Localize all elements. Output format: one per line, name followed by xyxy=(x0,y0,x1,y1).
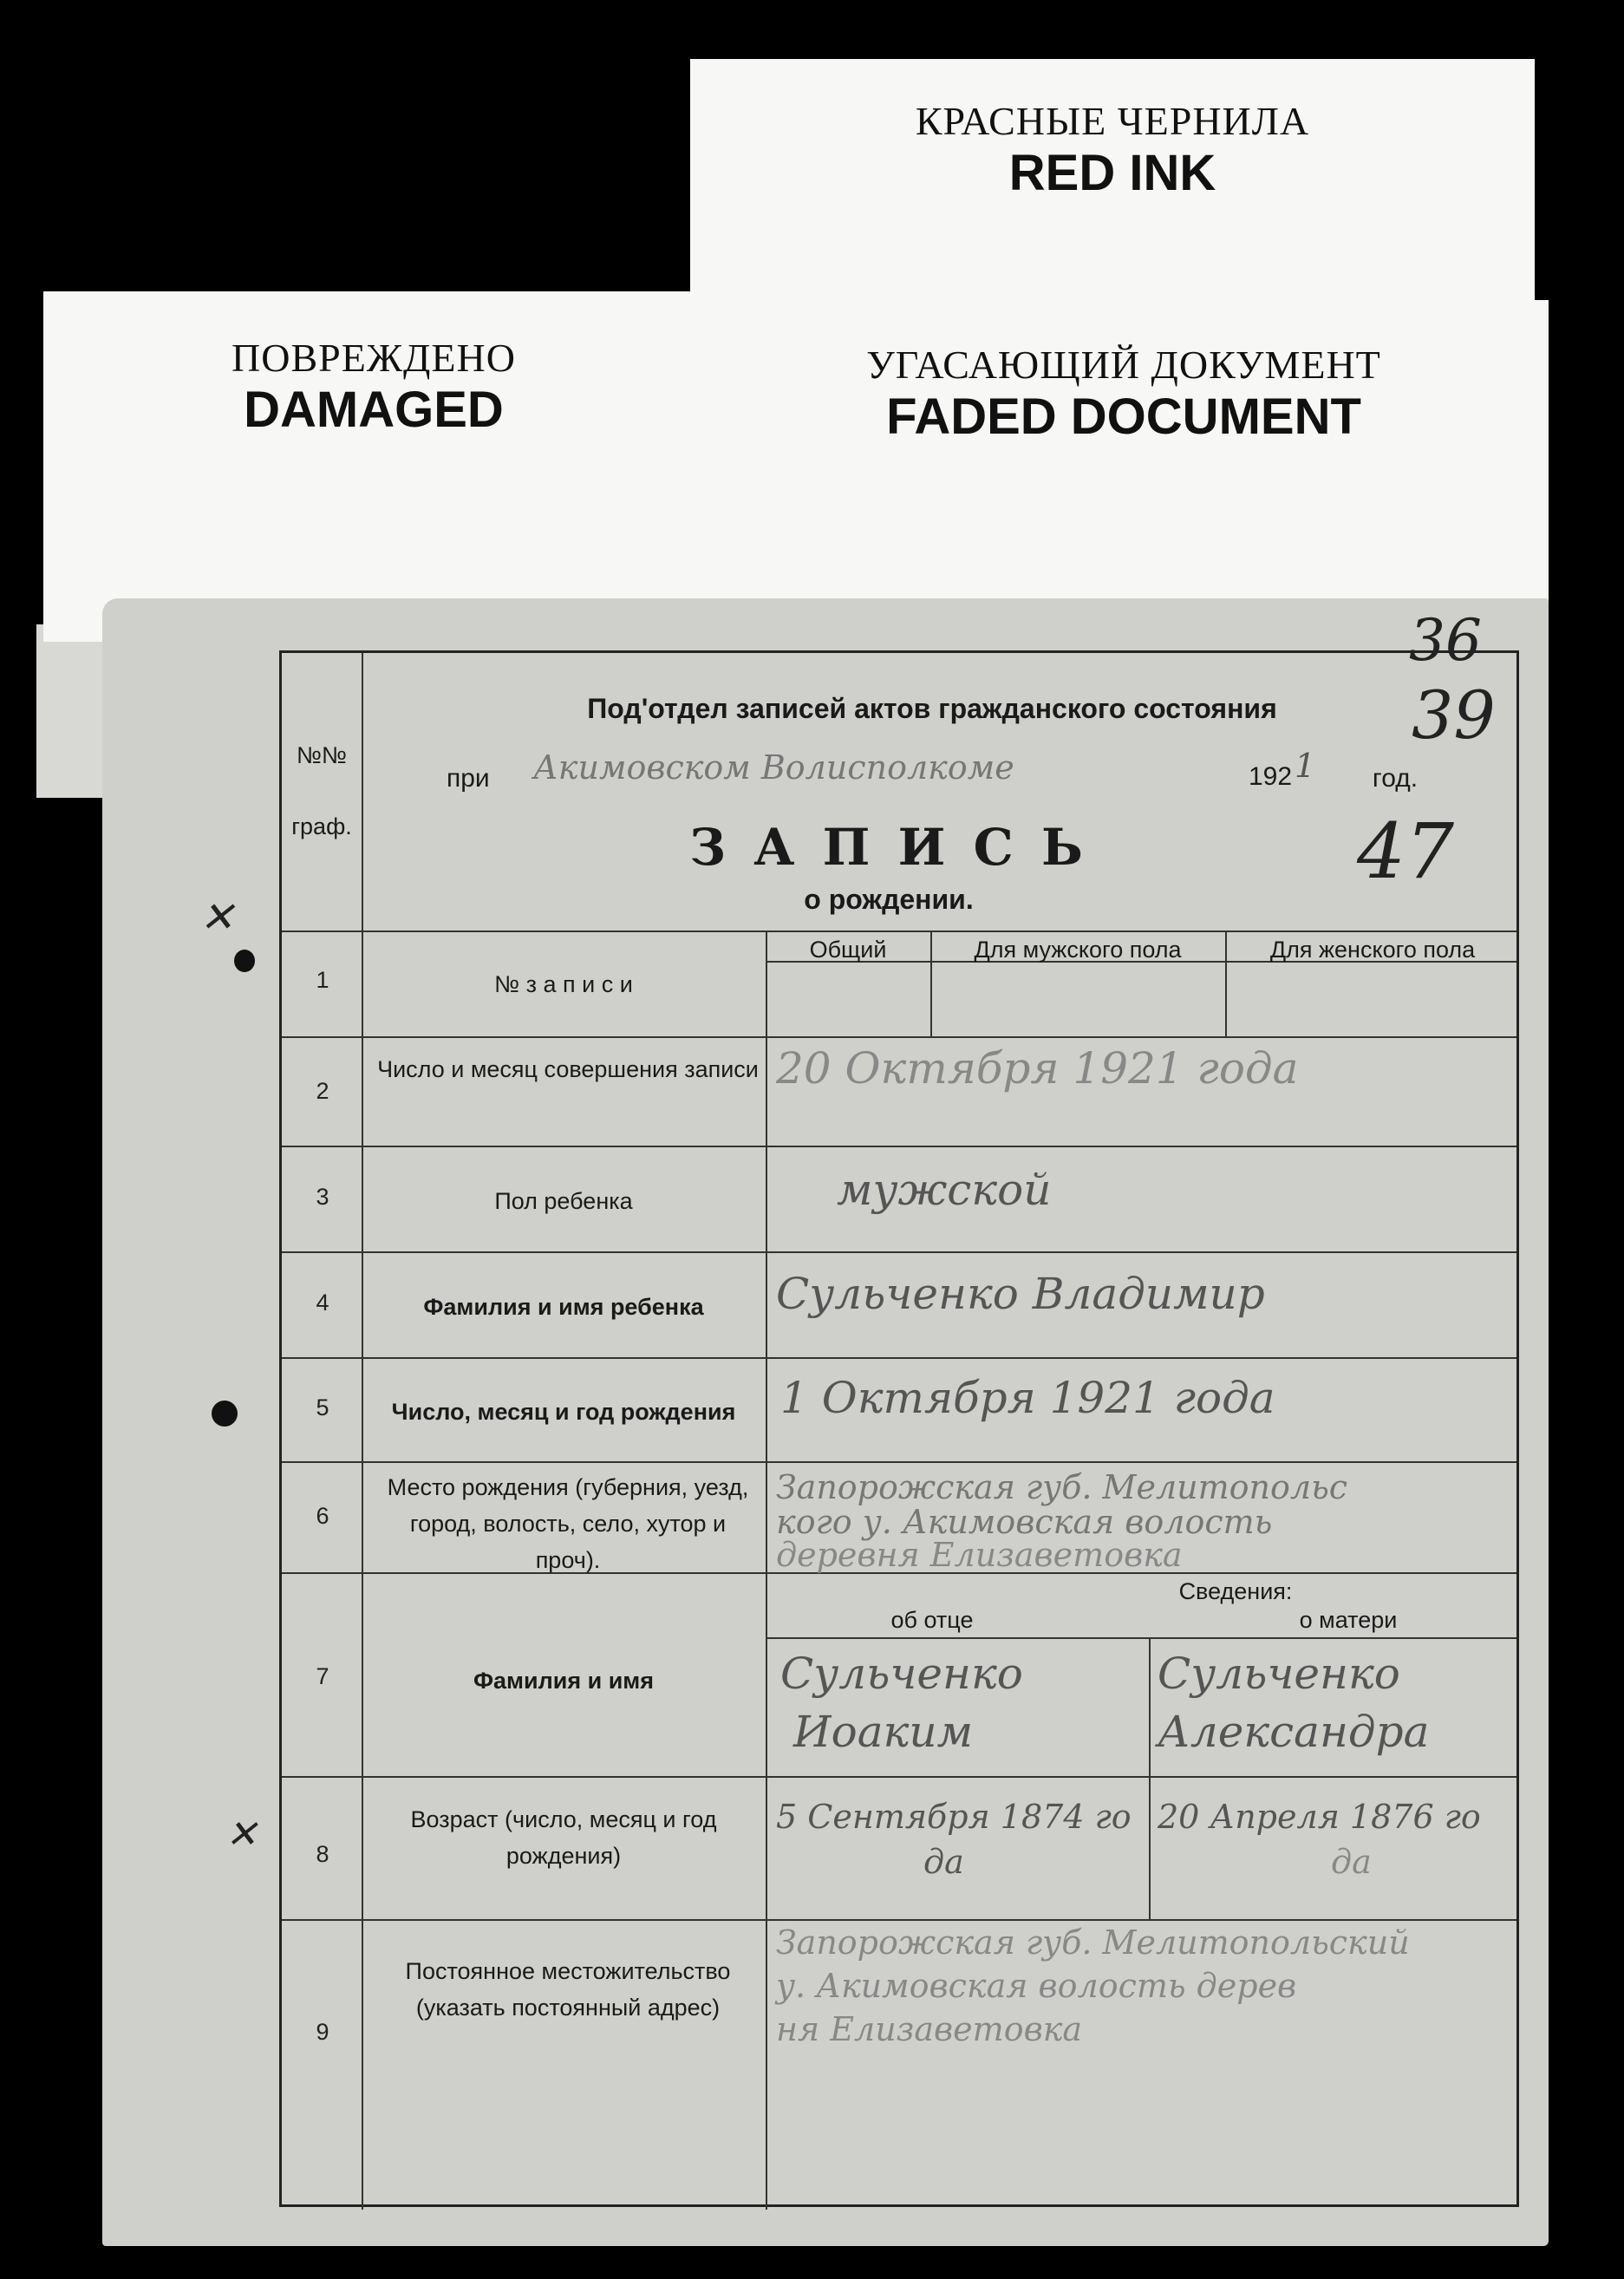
damaged-label xyxy=(43,291,704,642)
row-8-number: 8 xyxy=(316,1841,329,1867)
mother-birth-line-2: да xyxy=(1331,1843,1372,1881)
row-4-value: Сульченко Владимир xyxy=(776,1269,1265,1319)
row-6-value-line-2: кого у. Акимовская волость xyxy=(776,1503,1273,1541)
father-birth-line-1: 5 Сентября 1874 го xyxy=(776,1798,1132,1836)
header-title: Под'отдел записей актов гражданского состояния xyxy=(587,693,1277,724)
about-father: об отце xyxy=(890,1607,974,1633)
form-subtitle: о рождении. xyxy=(804,884,974,915)
column-header-graf: граф. xyxy=(291,813,352,839)
damage-mark: ✕ xyxy=(199,893,235,942)
mother-name-line-2: Александра xyxy=(1158,1707,1430,1757)
row-3-number: 3 xyxy=(316,1184,329,1210)
archive-number-mark: 39 xyxy=(1412,676,1496,754)
damaged-ru: ПОВРЕЖДЕНО xyxy=(232,336,516,380)
row-8-label: Возраст (число, месяц и год рождения) xyxy=(410,1806,717,1869)
row-7-number: 7 xyxy=(316,1663,329,1689)
red-ink-en: RED INK xyxy=(1008,145,1216,201)
form-title: З А П И С Ь xyxy=(689,818,1088,877)
faded-en: FADED DOCUMENT xyxy=(886,389,1361,445)
row-9-value-line-3: ня Елизаветовка xyxy=(776,2010,1083,2048)
about-mother: о матери xyxy=(1299,1607,1398,1633)
row-2-label: Число и месяц совершения записи xyxy=(377,1056,759,1082)
faded-ru: УГАСАЮЩИЙ ДОКУМЕНТ xyxy=(866,343,1381,387)
mother-birth-line-1: 20 Апреля 1876 го xyxy=(1158,1798,1481,1836)
page-number-mark: 36 xyxy=(1409,607,1482,674)
row-7-label: Фамилия и имя xyxy=(473,1668,655,1694)
row-6-value-line-1: Запорожская губ. Мелитопольс xyxy=(776,1468,1348,1506)
row-3-value: мужской xyxy=(837,1165,1052,1215)
row-9-value-line-2: у. Акимовская волость дерев xyxy=(776,1967,1297,2005)
record-number-mark: 47 xyxy=(1357,806,1454,896)
damaged-en: DAMAGED xyxy=(244,382,504,438)
red-ink-label xyxy=(690,59,1535,319)
birth-record-form xyxy=(279,650,1519,2207)
faded-document-label xyxy=(699,300,1549,607)
row-4-label: Фамилия и имя ребенка xyxy=(423,1294,704,1320)
sub-female: Для женского пола xyxy=(1269,937,1476,963)
sub-male: Для мужского пола xyxy=(974,937,1182,963)
row-9-value-line-1: Запорожская губ. Мелитопольский xyxy=(776,1923,1410,1962)
year-prefix: 192 xyxy=(1248,762,1293,791)
row-9-number: 9 xyxy=(316,2019,329,2045)
damage-mark: ✕ xyxy=(225,1812,258,1857)
info-header: Сведения: xyxy=(1178,1578,1293,1604)
father-birth-line-2: да xyxy=(923,1843,964,1881)
sub-general: Общий xyxy=(809,937,887,963)
pri-label: при xyxy=(447,764,490,793)
father-name-line-1: Сульченко xyxy=(780,1649,1023,1699)
punch-hole xyxy=(234,950,255,972)
year-label: год. xyxy=(1372,764,1419,793)
row-1-label: № з а п и с и xyxy=(494,971,633,997)
row-4-number: 4 xyxy=(316,1290,329,1316)
mother-name-line-1: Сульченко xyxy=(1158,1649,1400,1699)
row-6-label: Место рождения (губерния, уезд, город, волость, село, хутор и проч). xyxy=(387,1474,749,1573)
punch-hole xyxy=(212,1401,238,1427)
row-6-number: 6 xyxy=(316,1503,329,1529)
row-9-label: Постоянное местожительство (указать постоянный адрес) xyxy=(405,1958,731,2021)
row-2-number: 2 xyxy=(316,1078,329,1104)
row-1-number: 1 xyxy=(316,967,329,993)
row-5-number: 5 xyxy=(316,1394,329,1420)
year-digit: 1 xyxy=(1295,747,1316,785)
row-2-value: 20 Октября 1921 года xyxy=(776,1043,1299,1094)
red-ink-ru: КРАСНЫЕ ЧЕРНИЛА xyxy=(915,99,1310,143)
column-header-numbers: №№ xyxy=(297,742,347,768)
damaged-edge-strip xyxy=(36,624,102,798)
row-6-value-line-3: деревня Елизаветовка xyxy=(776,1536,1183,1574)
father-name-line-2: Иоаким xyxy=(793,1707,974,1757)
pri-value: Акимовском Волисполкоме xyxy=(533,748,1014,787)
row-3-label: Пол ребенка xyxy=(494,1188,633,1214)
row-5-label: Число, месяц и год рождения xyxy=(391,1399,736,1425)
row-5-value: 1 Октября 1921 года xyxy=(780,1373,1275,1423)
